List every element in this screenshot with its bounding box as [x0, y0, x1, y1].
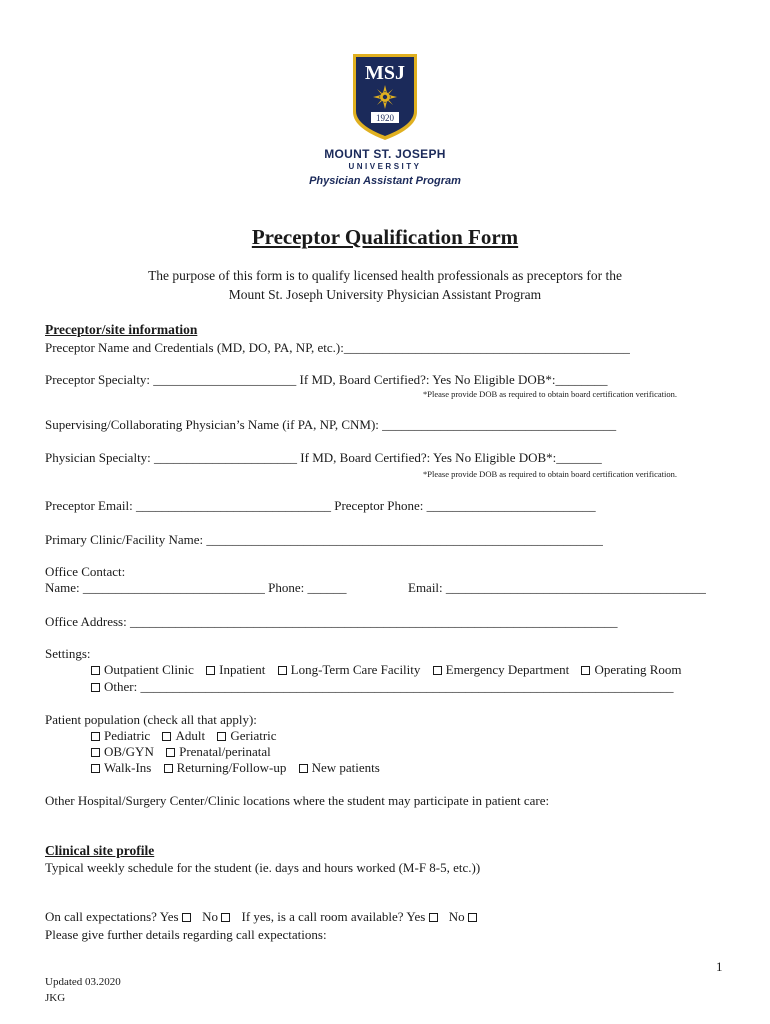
checkbox[interactable]	[217, 732, 226, 741]
setting-option[interactable]: Inpatient	[206, 662, 265, 678]
population-option[interactable]: OB/GYN	[91, 744, 154, 760]
setting-option[interactable]: Emergency Department	[433, 662, 570, 678]
office-contact-email-field[interactable]: Email: ________________________________________	[408, 580, 706, 595]
population-row	[91, 760, 389, 776]
checkbox[interactable]	[91, 666, 100, 675]
population-row	[91, 744, 280, 760]
intro-line-2: Mount St. Joseph University Physician Assistant Program	[228, 287, 542, 302]
university-logo	[315, 50, 455, 195]
office-contact-name-phone-field[interactable]: Name: ____________________________ Phone: ______	[45, 580, 347, 595]
call-room-no: No	[448, 909, 465, 924]
on-call-no: No	[202, 909, 218, 924]
on-call-label: On call expectations?	[45, 909, 157, 924]
checkbox[interactable]	[206, 666, 215, 675]
weekly-schedule-label: Typical weekly schedule for the student (ie. days and hours worked (M-F 8-5, etc.))	[45, 860, 481, 875]
setting-option[interactable]: Long-Term Care Facility	[278, 662, 421, 678]
intro-line-1: The purpose of this form is to qualify licensed health professionals as preceptors for the	[148, 268, 622, 283]
on-call-row	[45, 909, 481, 925]
msj-seal-icon	[315, 50, 455, 145]
checkbox[interactable]	[581, 666, 590, 675]
call-room-label: If yes, is a call room available?	[241, 909, 404, 924]
clinical-section-heading: Clinical site profile	[45, 843, 155, 858]
university-subtitle: UNIVERSITY	[348, 162, 422, 171]
checkbox[interactable]	[91, 764, 100, 773]
call-details-label: Please give further details regarding call expectations:	[45, 927, 327, 942]
preceptor-email-phone-field[interactable]: Preceptor Email: ______________________________ Preceptor Phone: __________________________	[45, 498, 596, 513]
clinic-name-field[interactable]: Primary Clinic/Facility Name: _____________________________________________________________	[45, 532, 603, 547]
checkbox[interactable]	[91, 732, 100, 741]
other-locations-label: Other Hospital/Surgery Center/Clinic locations where the student may participate in patient care:	[45, 793, 550, 808]
checkbox[interactable]	[162, 732, 171, 741]
form-title: Preceptor Qualification Form	[251, 225, 519, 249]
checkbox[interactable]	[433, 666, 442, 675]
population-option[interactable]: New patients	[299, 760, 380, 776]
population-option[interactable]: Walk-Ins	[91, 760, 151, 776]
preceptor-name-field[interactable]: Preceptor Name and Credentials (MD, DO, PA, NP, etc.):____________________________________________	[45, 340, 630, 355]
setting-option[interactable]: Operating Room	[581, 662, 681, 678]
office-address-field[interactable]: Office Address: ___________________________________________________________________________	[45, 614, 618, 629]
setting-other[interactable]	[91, 679, 673, 695]
dob-note: *Please provide DOB as required to obtain board certification verification.	[423, 389, 677, 399]
physician-specialty-field[interactable]: Physician Specialty: ______________________ If MD, Board Certified?: Yes No Eligible DOB*:_______	[45, 450, 602, 465]
population-label: Patient population (check all that apply):	[45, 712, 257, 727]
checkbox[interactable]	[91, 683, 100, 692]
on-call-yes: Yes	[159, 909, 179, 924]
checkbox[interactable]	[166, 748, 175, 757]
population-row	[91, 728, 286, 744]
population-option[interactable]: Returning/Follow-up	[164, 760, 287, 776]
seal-initials: MSJ	[365, 62, 405, 84]
supervising-physician-field[interactable]: Supervising/Collaborating Physician’s Name (if PA, NP, CNM): ____________________________________	[45, 417, 617, 432]
university-name: MOUNT ST. JOSEPH	[324, 147, 446, 161]
setting-option[interactable]: Outpatient Clinic	[91, 662, 194, 678]
preceptor-section-heading: Preceptor/site information	[45, 322, 198, 337]
seal-year: 1920	[376, 113, 394, 123]
settings-label: Settings:	[45, 646, 91, 661]
checkbox[interactable]	[91, 748, 100, 757]
program-name: Physician Assistant Program	[309, 175, 461, 187]
population-option[interactable]: Prenatal/perinatal	[166, 744, 271, 760]
office-contact-label: Office Contact:	[45, 564, 126, 579]
call-room-no-checkbox[interactable]	[468, 913, 477, 922]
population-option[interactable]: Adult	[162, 728, 205, 744]
preceptor-specialty-field[interactable]: Preceptor Specialty: ______________________ If MD, Board Certified?: Yes No Eligible DOB*:________	[45, 372, 608, 387]
updated-date: Updated 03.2020	[45, 976, 121, 988]
on-call-yes-checkbox[interactable]	[182, 913, 191, 922]
on-call-no-checkbox[interactable]	[221, 913, 230, 922]
setting-other-field[interactable]: Other: __________________________________________________________________________________	[104, 679, 674, 694]
page-number: 1	[716, 959, 723, 974]
population-option[interactable]: Pediatric	[91, 728, 150, 744]
checkbox[interactable]	[278, 666, 287, 675]
call-room-yes-checkbox[interactable]	[429, 913, 438, 922]
author-initials: JKG	[45, 992, 66, 1004]
population-option[interactable]: Geriatric	[217, 728, 276, 744]
settings-options	[91, 662, 682, 678]
checkbox[interactable]	[299, 764, 308, 773]
call-room-yes: Yes	[406, 909, 426, 924]
dob-note: *Please provide DOB as required to obtain board certification verification.	[423, 469, 677, 479]
checkbox[interactable]	[164, 764, 173, 773]
